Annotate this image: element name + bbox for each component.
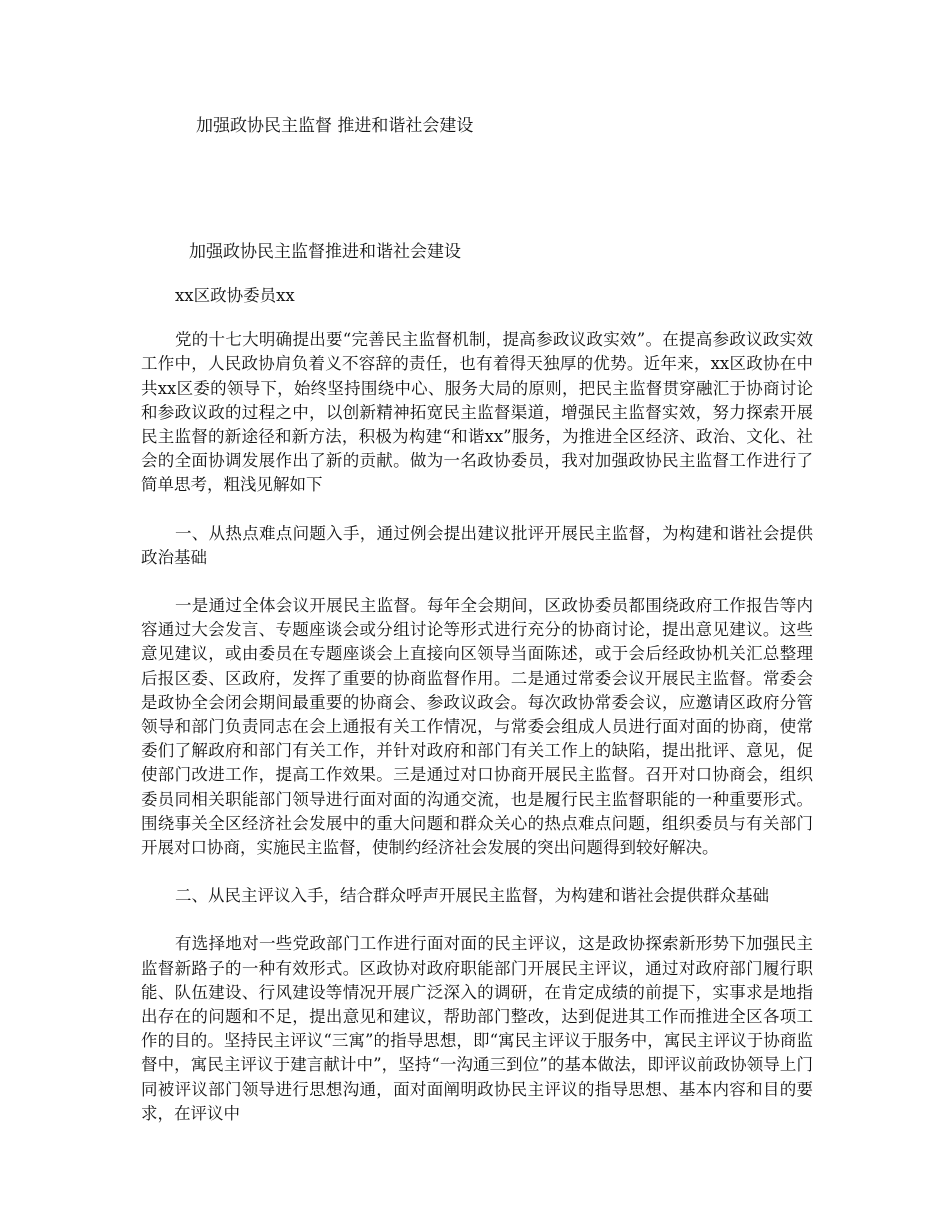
intro-paragraph: 党的十七大明确提出要“完善民主监督机制，提高参政议政实效”。在提高参政议政实效工作中，人民政协肩负着义不容辞的责任，也有着得天独厚的优势。近年来，xx区政协在中共xx区委的领导下，始终坚持围绕中心、服务大局的原则，把民主监督贯穿融汇于协商讨论和参政议政的过程之中，以创新精神拓宽民主监督渠道，增强民主监督实效，努力探索开展民主监督的新途径和新方法，积极为构建“和谐xx”服务，为推进全区经济、政治、文化、社会的全面协调发展作出了新的贡献。做为一名政协委员，我对加强政协民主监督工作进行了简单思考，粗浅见解如下 <box>141 330 813 495</box>
section-1-paragraph: 一是通过全体会议开展民主监督。每年全会期间，区政协委员都围绕政府工作报告等内容通过大会发言、专题座谈会或分组讨论等形式进行充分的协商讨论，提出意见建议。这些意见建议，或由委员在专题座谈会上直接向区领导当面陈述，或于会后经政协机关汇总整理后报区委、区政府，发挥了重要的协商监督作用。二是通过常委会议开展民主监督。常委会是政协全会闭会期间最重要的协商会、参政议政会。每次政协常委会议，应邀请区政府分管领导和部门负责同志在会上通报有关工作情况，与常委会组成人员进行面对面的协商，使常委们了解政府和部门有关工作，并针对政府和部门有关工作上的缺陷，提出批评、意见，促使部门改进工作，提高工作效果。三是通过对口协商开展民主监督。召开对口协商会，组织委员同相关职能部门领导进行面对面的沟通交流，也是履行民主监督职能的一种重要形式。围绕事关全区经济社会发展中的重大问题和群众关心的热点难点问题，组织委员与有关部门开展对口协商，实施民主监督，使制约经济社会发展的突出问题得到较好解决。 <box>141 596 813 858</box>
document-header-title: 加强政协民主监督 推进和谐社会建设 <box>196 116 474 136</box>
document-body <box>141 240 813 1150</box>
section-heading-1: 一、从热点难点问题入手，通过例会提出建议批评开展民主监督，为构建和谐社会提供政治基础 <box>141 523 813 567</box>
document-subtitle: 加强政协民主监督推进和谐社会建设 <box>189 242 461 262</box>
section-2-paragraph: 有选择地对一些党政部门工作进行面对面的民主评议，这是政协探索新形势下加强民主监督新路子的一种有效形式。区政协对政府职能部门开展民主评议，通过对政府部门履行职能、队伍建设、行风建设等情况开展广泛深入的调研，在肯定成绩的前提下，实事求是地指出存在的问题和不足，提出意见和建议，帮助部门整改，达到促进其工作而推进全区各项工作的目的。坚持民主评议“三寓”的指导思想，即“寓民主评议于服务中，寓民主评议于协商监督中，寓民主评议于建言献计中”，坚持“一沟通三到位”的基本做法，即评议前政协领导上门同被评议部门领导进行思想沟通，面对面阐明政协民主评议的指导思想、基本内容和目的要求，在评议中 <box>141 934 813 1123</box>
document-author: xx区政协委员xx <box>175 286 295 305</box>
section-heading-2: 二、从民主评议入手，结合群众呼声开展民主监督，为构建和谐社会提供群众基础 <box>175 886 769 906</box>
